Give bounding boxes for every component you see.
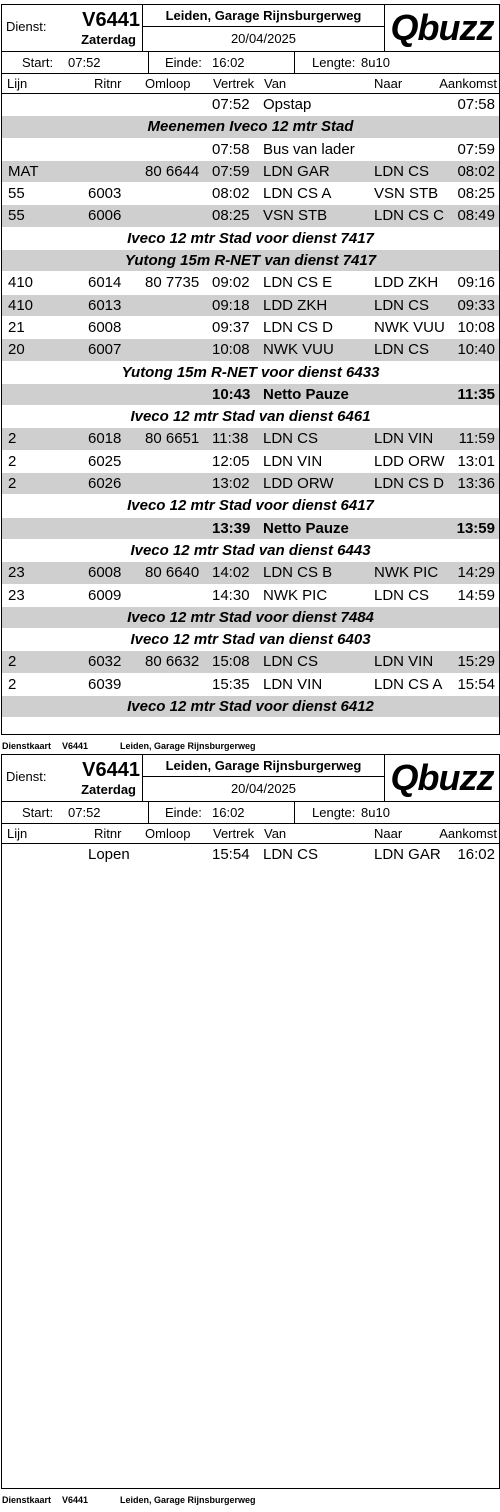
cell-vertrek: 09:18 xyxy=(212,296,250,314)
pause-end: 11:35 xyxy=(457,385,495,403)
col-lijn: Lijn xyxy=(7,76,28,91)
vehicle-note-row xyxy=(2,406,499,428)
trip-table xyxy=(2,844,499,866)
cell-vertrek: 13:02 xyxy=(212,475,250,493)
dienst-label: Dienst: xyxy=(6,769,47,784)
cell-naar: LDN CS xyxy=(374,341,430,359)
footer-location: Leiden, Garage Rijnsburgerweg xyxy=(120,741,256,751)
cell-van: LDD ZKH xyxy=(263,296,328,314)
vehicle-note-row xyxy=(2,696,499,718)
times-row xyxy=(2,52,499,74)
cell-aankomst: 08:25 xyxy=(457,185,495,203)
col-naar: Naar xyxy=(374,76,403,91)
start-label: Start: xyxy=(22,55,54,70)
cell-omloop: 80 6651 xyxy=(145,430,200,448)
footer-code: V6441 xyxy=(62,741,89,751)
cell-ritnr: 6009 xyxy=(88,586,122,604)
vehicle-note-row xyxy=(2,629,499,651)
einde-label: Einde: xyxy=(165,805,202,820)
cell-lijn: 410 xyxy=(8,296,34,314)
col-omloop: Omloop xyxy=(145,826,191,841)
cell-naar: NWK PIC xyxy=(374,564,439,582)
pause-end: 13:59 xyxy=(456,519,495,537)
cell-van: LDN CS xyxy=(263,846,319,863)
vehicle-note-text: Yutong 15m R-NET van dienst 7417 xyxy=(124,252,377,270)
vehicle-note-text: Iveco 12 mtr Stad van dienst 6461 xyxy=(130,408,371,426)
cell-aankomst: 10:08 xyxy=(457,318,495,336)
footer-location: Leiden, Garage Rijnsburgerweg xyxy=(120,1495,256,1505)
trip-row xyxy=(2,844,499,866)
cell-vertrek: 09:37 xyxy=(212,318,250,336)
start-value: 07:52 xyxy=(68,805,101,820)
qbuzz-logo: Qbuzz xyxy=(390,7,494,48)
cell-vertrek: 15:54 xyxy=(212,846,250,863)
dienst-day: Zaterdag xyxy=(81,782,136,797)
cell-van: Bus van lader xyxy=(263,140,355,158)
cell-vertrek: 07:58 xyxy=(212,140,250,158)
cell-lijn: 23 xyxy=(8,586,25,604)
pause-label: Netto Pauze xyxy=(263,519,349,537)
col-vertrek: Vertrek xyxy=(213,76,255,91)
vehicle-note-row xyxy=(2,228,499,250)
cell-ritnr: 6008 xyxy=(88,318,122,336)
vehicle-note-row xyxy=(2,116,499,138)
cell-lijn: 2 xyxy=(8,452,17,470)
cell-aankomst: 07:59 xyxy=(457,140,495,158)
cell-van: LDN CS B xyxy=(263,564,333,582)
cell-aankomst: 11:59 xyxy=(458,430,495,448)
col-naar: Naar xyxy=(374,826,403,841)
cell-vertrek: 07:52 xyxy=(212,96,250,113)
cell-lijn: 55 xyxy=(8,185,25,203)
cell-van: LDN CS xyxy=(263,653,319,671)
trip-row xyxy=(2,585,499,607)
cell-aankomst: 14:59 xyxy=(457,586,495,604)
trip-row xyxy=(2,428,499,450)
dienst-code: V6441 xyxy=(82,759,140,781)
trip-table xyxy=(2,94,499,718)
cell-lijn: 410 xyxy=(8,274,34,292)
cell-aankomst: 13:36 xyxy=(457,475,495,493)
cell-ritnr: 6039 xyxy=(88,675,122,693)
footer-label: Dienstkaart xyxy=(2,741,52,751)
footer-code: V6441 xyxy=(62,1495,89,1505)
dienst-label: Dienst: xyxy=(6,19,47,34)
cell-omloop: 80 6632 xyxy=(145,653,200,671)
cell-naar: LDN CS C xyxy=(374,207,445,225)
cell-van: Opstap xyxy=(263,96,312,113)
cell-lijn: 2 xyxy=(8,430,17,448)
cell-van: LDN CS D xyxy=(263,318,334,336)
cell-naar: NWK VUU xyxy=(374,318,445,336)
cell-aankomst: 08:49 xyxy=(457,207,495,225)
trip-row xyxy=(2,161,499,183)
cell-van: LDN GAR xyxy=(263,162,330,180)
cell-ritnr: 6032 xyxy=(88,653,122,671)
cell-ritnr: 6025 xyxy=(88,452,122,470)
times-row xyxy=(2,802,499,824)
trip-row xyxy=(2,295,499,317)
cell-vertrek: 08:02 xyxy=(212,185,250,203)
vehicle-note-text: Iveco 12 mtr Stad voor dienst 7484 xyxy=(127,608,374,626)
trip-row xyxy=(2,674,499,696)
cell-naar: LDN CS D xyxy=(374,475,445,493)
cell-ritnr: 6026 xyxy=(88,475,122,493)
vehicle-note-row xyxy=(2,250,499,272)
vehicle-note-text: Iveco 12 mtr Stad van dienst 6403 xyxy=(130,631,371,649)
footer-label: Dienstkaart xyxy=(2,1495,52,1505)
cell-lijn: 2 xyxy=(8,475,17,493)
pause-start: 13:39 xyxy=(212,519,251,537)
cell-aankomst: 10:40 xyxy=(457,341,495,359)
cell-vertrek: 14:30 xyxy=(212,586,250,604)
cell-ritnr: 6014 xyxy=(88,274,122,292)
service-date: 20/04/2025 xyxy=(230,31,297,46)
pause-start: 10:43 xyxy=(212,385,251,403)
cell-aankomst: 14:29 xyxy=(457,564,495,582)
trip-row xyxy=(2,94,499,116)
vehicle-note-text: Meenemen Iveco 12 mtr Stad xyxy=(147,118,354,136)
cell-naar: LDN CS A xyxy=(374,675,443,693)
vehicle-note-text: Iveco 12 mtr Stad van dienst 6443 xyxy=(130,541,371,559)
dienstkaart-page-2 xyxy=(1,754,500,1489)
cell-lijn: 20 xyxy=(8,341,25,359)
dienst-code: V6441 xyxy=(82,9,140,31)
cell-ritnr: Lopen xyxy=(88,846,130,863)
cell-vertrek: 10:08 xyxy=(212,341,250,359)
column-headers xyxy=(2,74,499,94)
trip-row xyxy=(2,183,499,205)
vehicle-note-text: Iveco 12 mtr Stad voor dienst 7417 xyxy=(127,229,374,247)
trip-row xyxy=(2,205,499,227)
cell-aankomst: 15:29 xyxy=(457,653,495,671)
cell-van: LDN CS xyxy=(263,430,319,448)
trip-row xyxy=(2,339,499,361)
cell-lijn: 2 xyxy=(8,675,17,693)
vehicle-note-text: Iveco 12 mtr Stad voor dienst 6417 xyxy=(127,497,374,515)
cell-lijn: 23 xyxy=(8,564,25,582)
cell-ritnr: 6003 xyxy=(88,185,122,203)
cell-omloop: 80 6644 xyxy=(145,162,200,180)
cell-naar: LDD ORW xyxy=(374,452,445,470)
cell-ritnr: 6006 xyxy=(88,207,122,225)
qbuzz-logo: Qbuzz xyxy=(390,757,494,798)
einde-value: 16:02 xyxy=(212,55,245,70)
col-lijn: Lijn xyxy=(7,826,28,841)
cell-aankomst: 16:02 xyxy=(457,846,495,863)
cell-vertrek: 14:02 xyxy=(212,564,250,582)
trip-row xyxy=(2,562,499,584)
trip-row xyxy=(2,473,499,495)
cell-van: LDN VIN xyxy=(263,675,323,693)
column-headers xyxy=(2,824,499,844)
col-van: Van xyxy=(264,76,287,91)
cell-ritnr: 6018 xyxy=(88,430,122,448)
vehicle-note-row xyxy=(2,607,499,629)
col-aankomst: Aankomst xyxy=(439,76,497,91)
cell-naar: VSN STB xyxy=(374,185,439,203)
cell-lijn: 2 xyxy=(8,653,17,671)
pause-label: Netto Pauze xyxy=(263,385,349,403)
cell-ritnr: 6008 xyxy=(88,564,122,582)
dienst-day: Zaterdag xyxy=(81,32,136,47)
cell-van: NWK PIC xyxy=(263,586,328,604)
garage-location: Leiden, Garage Rijnsburgerweg xyxy=(143,5,384,27)
col-vertrek: Vertrek xyxy=(213,826,255,841)
cell-omloop: 80 6640 xyxy=(145,564,200,582)
cell-ritnr: 6013 xyxy=(88,296,122,314)
cell-aankomst: 13:01 xyxy=(457,452,495,470)
cell-van: LDN VIN xyxy=(263,452,323,470)
trip-row xyxy=(2,651,499,673)
cell-aankomst: 08:02 xyxy=(457,162,495,180)
vehicle-note-row xyxy=(2,362,499,384)
start-label: Start: xyxy=(22,805,54,820)
cell-naar: LDN GAR xyxy=(374,846,441,863)
col-van: Van xyxy=(264,826,287,841)
vehicle-note-row xyxy=(2,540,499,562)
cell-aankomst: 09:16 xyxy=(457,274,495,292)
trip-row xyxy=(2,139,499,161)
cell-aankomst: 15:54 xyxy=(457,675,495,693)
cell-aankomst: 07:58 xyxy=(457,96,495,113)
cell-van: VSN STB xyxy=(263,207,328,225)
pause-row xyxy=(2,384,499,406)
col-ritnr: Ritnr xyxy=(94,826,122,841)
cell-naar: LDN CS xyxy=(374,586,430,604)
cell-van: LDN CS A xyxy=(263,185,332,203)
cell-aankomst: 09:33 xyxy=(457,296,495,314)
col-omloop: Omloop xyxy=(145,76,191,91)
col-ritnr: Ritnr xyxy=(94,76,122,91)
cell-naar: LDN VIN xyxy=(374,653,434,671)
lengte-value: 8u10 xyxy=(361,55,390,70)
card-header xyxy=(2,755,499,802)
card-header xyxy=(2,5,499,52)
cell-van: LDD ORW xyxy=(263,475,334,493)
cell-vertrek: 07:59 xyxy=(212,162,250,180)
cell-vertrek: 12:05 xyxy=(212,452,250,470)
einde-label: Einde: xyxy=(165,55,202,70)
trip-row xyxy=(2,317,499,339)
lengte-label: Lengte: xyxy=(312,55,356,70)
col-aankomst: Aankomst xyxy=(439,826,497,841)
cell-naar: LDN CS xyxy=(374,296,430,314)
cell-vertrek: 08:25 xyxy=(212,207,250,225)
dienstkaart-page-1 xyxy=(1,4,500,735)
cell-van: LDN CS E xyxy=(263,274,333,292)
cell-omloop: 80 7735 xyxy=(145,274,200,292)
cell-vertrek: 15:08 xyxy=(212,653,250,671)
cell-naar: LDN CS xyxy=(374,162,430,180)
einde-value: 16:02 xyxy=(212,805,245,820)
cell-naar: LDD ZKH xyxy=(374,274,439,292)
cell-lijn: 21 xyxy=(8,318,25,336)
cell-vertrek: 11:38 xyxy=(212,430,249,448)
cell-vertrek: 15:35 xyxy=(212,675,250,693)
vehicle-note-text: Iveco 12 mtr Stad voor dienst 6412 xyxy=(127,698,374,716)
cell-lijn: MAT xyxy=(8,162,39,180)
pause-row xyxy=(2,518,499,540)
service-date: 20/04/2025 xyxy=(230,781,297,796)
trip-row xyxy=(2,451,499,473)
lengte-value: 8u10 xyxy=(361,805,390,820)
trip-row xyxy=(2,272,499,294)
lengte-label: Lengte: xyxy=(312,805,356,820)
garage-location: Leiden, Garage Rijnsburgerweg xyxy=(143,755,384,777)
start-value: 07:52 xyxy=(68,55,101,70)
cell-vertrek: 09:02 xyxy=(212,274,250,292)
vehicle-note-row xyxy=(2,495,499,517)
vehicle-note-text: Yutong 15m R-NET voor dienst 6433 xyxy=(121,363,380,381)
cell-ritnr: 6007 xyxy=(88,341,122,359)
cell-van: NWK VUU xyxy=(263,341,334,359)
cell-lijn: 55 xyxy=(8,207,25,225)
cell-naar: LDN VIN xyxy=(374,430,434,448)
